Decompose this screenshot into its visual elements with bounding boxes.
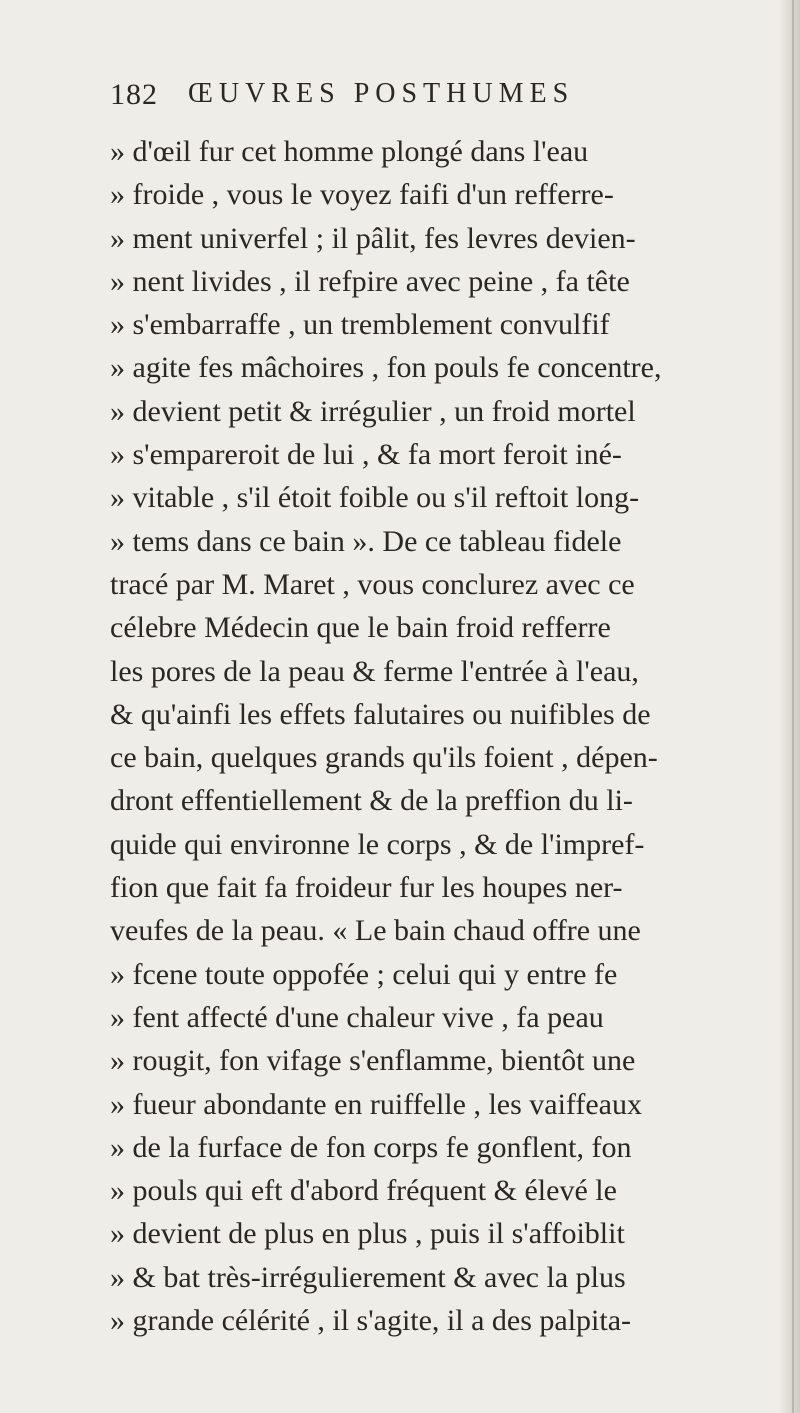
text-line: » fcene toute oppofée ; celui qui y entre fe [110, 957, 618, 991]
page-edge [792, 0, 794, 1413]
text-line: veufes de la peau. « Le bain chaud offre une [110, 914, 641, 948]
running-title: ŒUVRES POSTHUMES [188, 78, 575, 109]
text-line: » froide , vous le voyez faifi d'un refferre- [110, 178, 614, 212]
text-line: » rougit, fon vifage s'enflamme, bientôt une [110, 1044, 636, 1078]
text-line: » devient de plus en plus , puis il s'affoiblit [110, 1217, 625, 1251]
text-line: les pores de la peau & ferme l'entrée à l'eau, [110, 654, 639, 688]
text-line: célebre Médecin que le bain froid refferre [110, 611, 611, 645]
text-line: » vitable , s'il étoit foible ou s'il reftoit long- [110, 481, 640, 515]
page-header [110, 78, 710, 122]
text-line: » & bat très-irrégulierement & avec la plus [110, 1260, 626, 1294]
text-line: dront effentiellement & de la preffion du li- [110, 784, 633, 818]
page-number: 182 [110, 78, 158, 111]
page-shadow [778, 0, 800, 1413]
text-line: » grande célérité , il s'agite, il a des palpita- [110, 1304, 632, 1338]
text-line: quide qui environne le corps , & de l'impref- [110, 827, 645, 861]
text-line: tracé par M. Maret , vous conclurez avec ce [110, 567, 635, 601]
text-line: » fent affecté d'une chaleur vive , fa peau [110, 1000, 604, 1034]
text-line: » d'œil fur cet homme plongé dans l'eau [110, 135, 589, 168]
text-line: » s'empareroit de lui , & fa mort feroit iné- [110, 438, 622, 472]
text-line: » agite fes mâchoires , fon pouls fe concentre, [110, 351, 662, 385]
text-line: » nent livides , il refpire avec peine , fa tête [110, 264, 630, 298]
text-line: » tems dans ce bain ». De ce tableau fidele [110, 524, 622, 558]
text-line: » devient petit & irrégulier , un froid mortel [110, 394, 636, 428]
text-line: » de la furface de fon corps fe gonflent, fon [110, 1130, 632, 1164]
text-line: » pouls qui eft d'abord fréquent & élevé le [110, 1174, 617, 1208]
text-line: » fueur abondante en ruiffelle , les vaiffeaux [110, 1087, 643, 1121]
text-line: & qu'ainfi les effets falutaires ou nuifibles de [110, 697, 651, 731]
body-text [110, 130, 770, 1342]
text-line: » s'embarraffe , un tremblement convulfif [110, 308, 610, 342]
text-line: » ment univerfel ; il pâlit, fes levres devien- [110, 221, 636, 255]
text-line: ce bain, quelques grands qu'ils foient , dépen- [110, 741, 658, 775]
text-line: fion que fait fa froideur fur les houpes ner- [110, 871, 623, 905]
